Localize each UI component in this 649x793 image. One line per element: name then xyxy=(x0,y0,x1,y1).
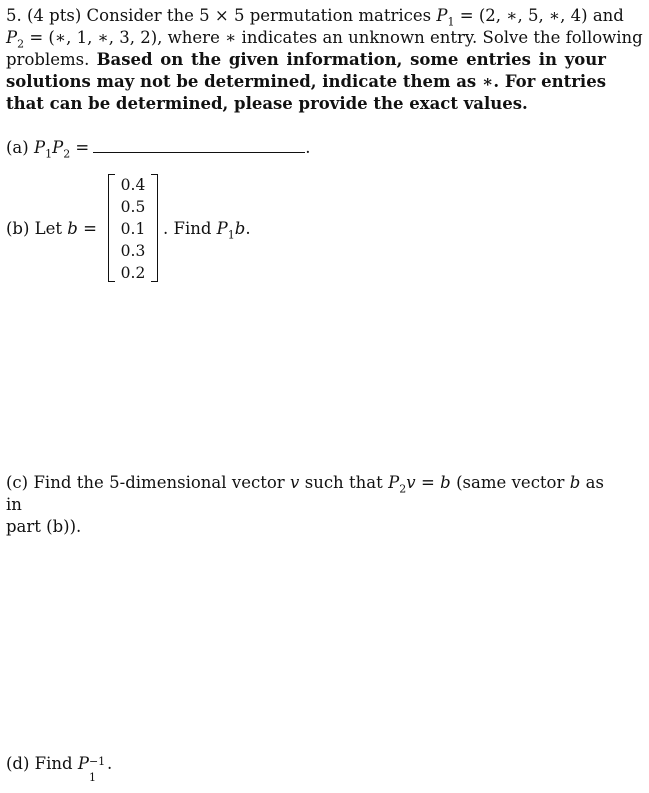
vector-entry: 0.1 xyxy=(120,220,146,238)
intro-line-1: 5. (4 pts) Consider the 5 × 5 permutation matrices $P_1 = (2$, ∗, 5, ∗, 4) and xyxy=(6,6,624,29)
part-d: (d) Find P −1 1 . xyxy=(6,754,113,784)
part-c-line-2: part (b)). xyxy=(6,517,82,536)
intro-line-4: solutions may not be determined, indicate them as ∗. For entries xyxy=(6,72,606,91)
problem-statement xyxy=(6,5,643,115)
vector-entry: 0.4 xyxy=(120,176,146,194)
vector-entry: 0.3 xyxy=(120,242,146,260)
vector-b xyxy=(108,172,158,284)
part-c-line-1: (c) Find the 5-dimensional vector v such that $P_2v = b$ (same vector b as in xyxy=(6,473,604,514)
left-bracket xyxy=(108,174,115,282)
intro-line-3: problems. Based on the given information, some entries in your xyxy=(6,50,606,69)
intro-line-2: $P_2$ = (∗, 1, ∗, 3, 2), where ∗ indicates an unknown entry. Solve the following xyxy=(6,28,643,51)
part-a: (a) $P_1P_2$ = . xyxy=(6,138,311,161)
vector-entries xyxy=(118,174,148,284)
vector-entry: 0.2 xyxy=(120,264,146,282)
part-b-task: . Find $P_1b$. xyxy=(163,219,251,242)
vector-entry: 0.5 xyxy=(120,198,146,216)
part-b-label: (b) Let b = xyxy=(6,219,97,238)
right-bracket xyxy=(151,174,158,282)
answer-blank[interactable] xyxy=(93,138,305,153)
part-c xyxy=(6,472,604,538)
intro-line-5: that can be determined, please provide the exact values. xyxy=(6,94,528,113)
